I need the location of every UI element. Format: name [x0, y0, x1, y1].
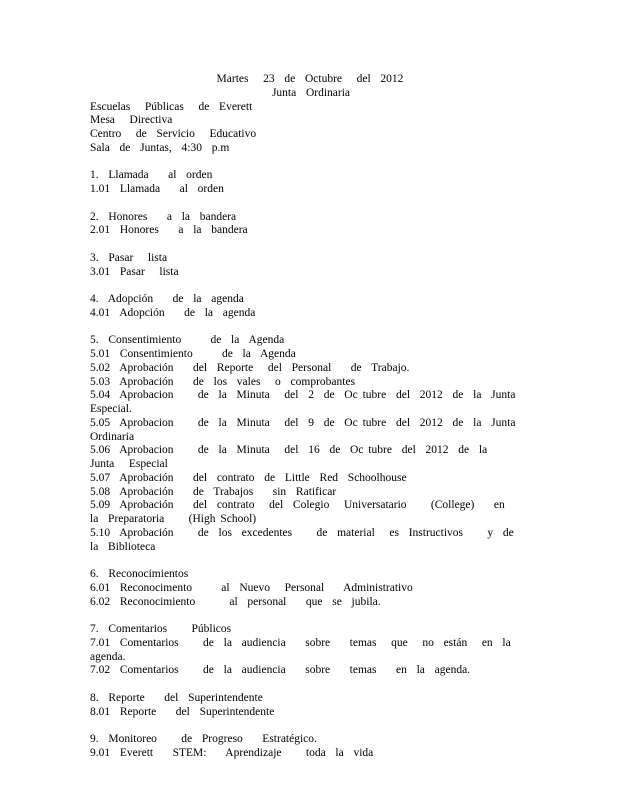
agenda-item: 1.01 Llamada al orden [90, 183, 224, 195]
section-6 [90, 568, 520, 609]
section-title: 1. Llamada al orden [90, 169, 213, 182]
room-and-time: Sala de Juntas, 4:30 p.m [90, 141, 230, 154]
organization-name: Escuelas Públicas de Everett [90, 100, 253, 113]
agenda-item: 6.02 Reconocimiento al personal que se jubila. [90, 595, 381, 608]
agenda-item: 8.01 Reporte del Superintendente [90, 705, 275, 718]
agenda-body [90, 100, 526, 761]
section-3 [90, 252, 520, 280]
service-center: Centro de Servicio Educativo [90, 128, 257, 140]
board-name: Mesa Directiva [90, 114, 173, 127]
section-title: 7. Comentarios Públicos [90, 623, 232, 635]
header-date [0, 73, 618, 87]
agenda-item: 6.01 Reconocimento al Nuevo Personal Administrativo [90, 581, 413, 594]
agenda-item: 5.04 Aprobacion de la Minuta del 2 de Oc tubre del 2012 de la Junta Especial. [90, 389, 526, 415]
meeting-info [90, 101, 520, 156]
section-2 [90, 211, 520, 239]
header-meeting-type [0, 87, 618, 101]
agenda-item: 5.07 Aprobación del contrato de Little Red Schoolhouse [90, 471, 407, 484]
agenda-item: 2.01 Honores a la bandera [90, 224, 248, 237]
agenda-item: 5.01 Consentimiento de la Agenda [90, 348, 296, 360]
section-title: 5. Consentimiento de la Agenda [90, 334, 285, 347]
agenda-item: 5.06 Aprobacion de la Minuta del 16 de Oc tubre del 2012 de la Junta Especial [90, 444, 497, 470]
section-title: 3. Pasar lista [90, 251, 168, 264]
agenda-item: 5.08 Aprobación de Trabajos sin Ratificar [90, 485, 337, 498]
section-7 [90, 623, 520, 678]
meeting-date: Martes 23 de Octubre del 2012 [216, 73, 404, 85]
section-title: 9. Monitoreo de Progreso Estratégico. [90, 733, 317, 745]
section-title: 4. Adopción de la agenda [90, 293, 244, 305]
meeting-type: Junta Ordinaria [271, 86, 351, 99]
agenda-item: 5.10 Aprobación de los excedentes de material es Instructivos y de la Biblioteca [90, 526, 524, 553]
section-1 [90, 169, 520, 197]
agenda-item: 5.02 Aprobación del Reporte del Personal de Trabajo. [90, 361, 410, 374]
agenda-item: 5.09 Aprobación del contrato del Colegio Universatario (College) en la Preparatoria (High School) [90, 499, 515, 525]
agenda-item: 3.01 Pasar lista [90, 265, 179, 278]
agenda-item: 7.02 Comentarios de la audiencia sobre temas en la agenda. [90, 664, 471, 677]
agenda-item: 5.05 Aprobacion de la Minuta del 9 de Oc tubre del 2012 de la Junta Ordinaria [90, 416, 526, 443]
section-title: 6. Reconocimientos [90, 568, 189, 580]
section-8 [90, 692, 520, 720]
agenda-item: 7.01 Comentarios de la audiencia sobre temas que no están en la agenda. [90, 636, 521, 663]
section-title: 8. Reporte del Superintendente [90, 691, 263, 704]
section-5 [90, 334, 526, 554]
section-4 [90, 293, 520, 321]
agenda-item: 5.03 Aprobación de los vales o comprobantes [90, 375, 356, 388]
section-9 [90, 733, 520, 761]
agenda-item: 4.01 Adopción de la agenda [90, 306, 256, 319]
section-title: 2. Honores a la bandera [90, 210, 237, 223]
agenda-item: 9.01 Everett STEM: Aprendizaje toda la vida [90, 746, 374, 759]
